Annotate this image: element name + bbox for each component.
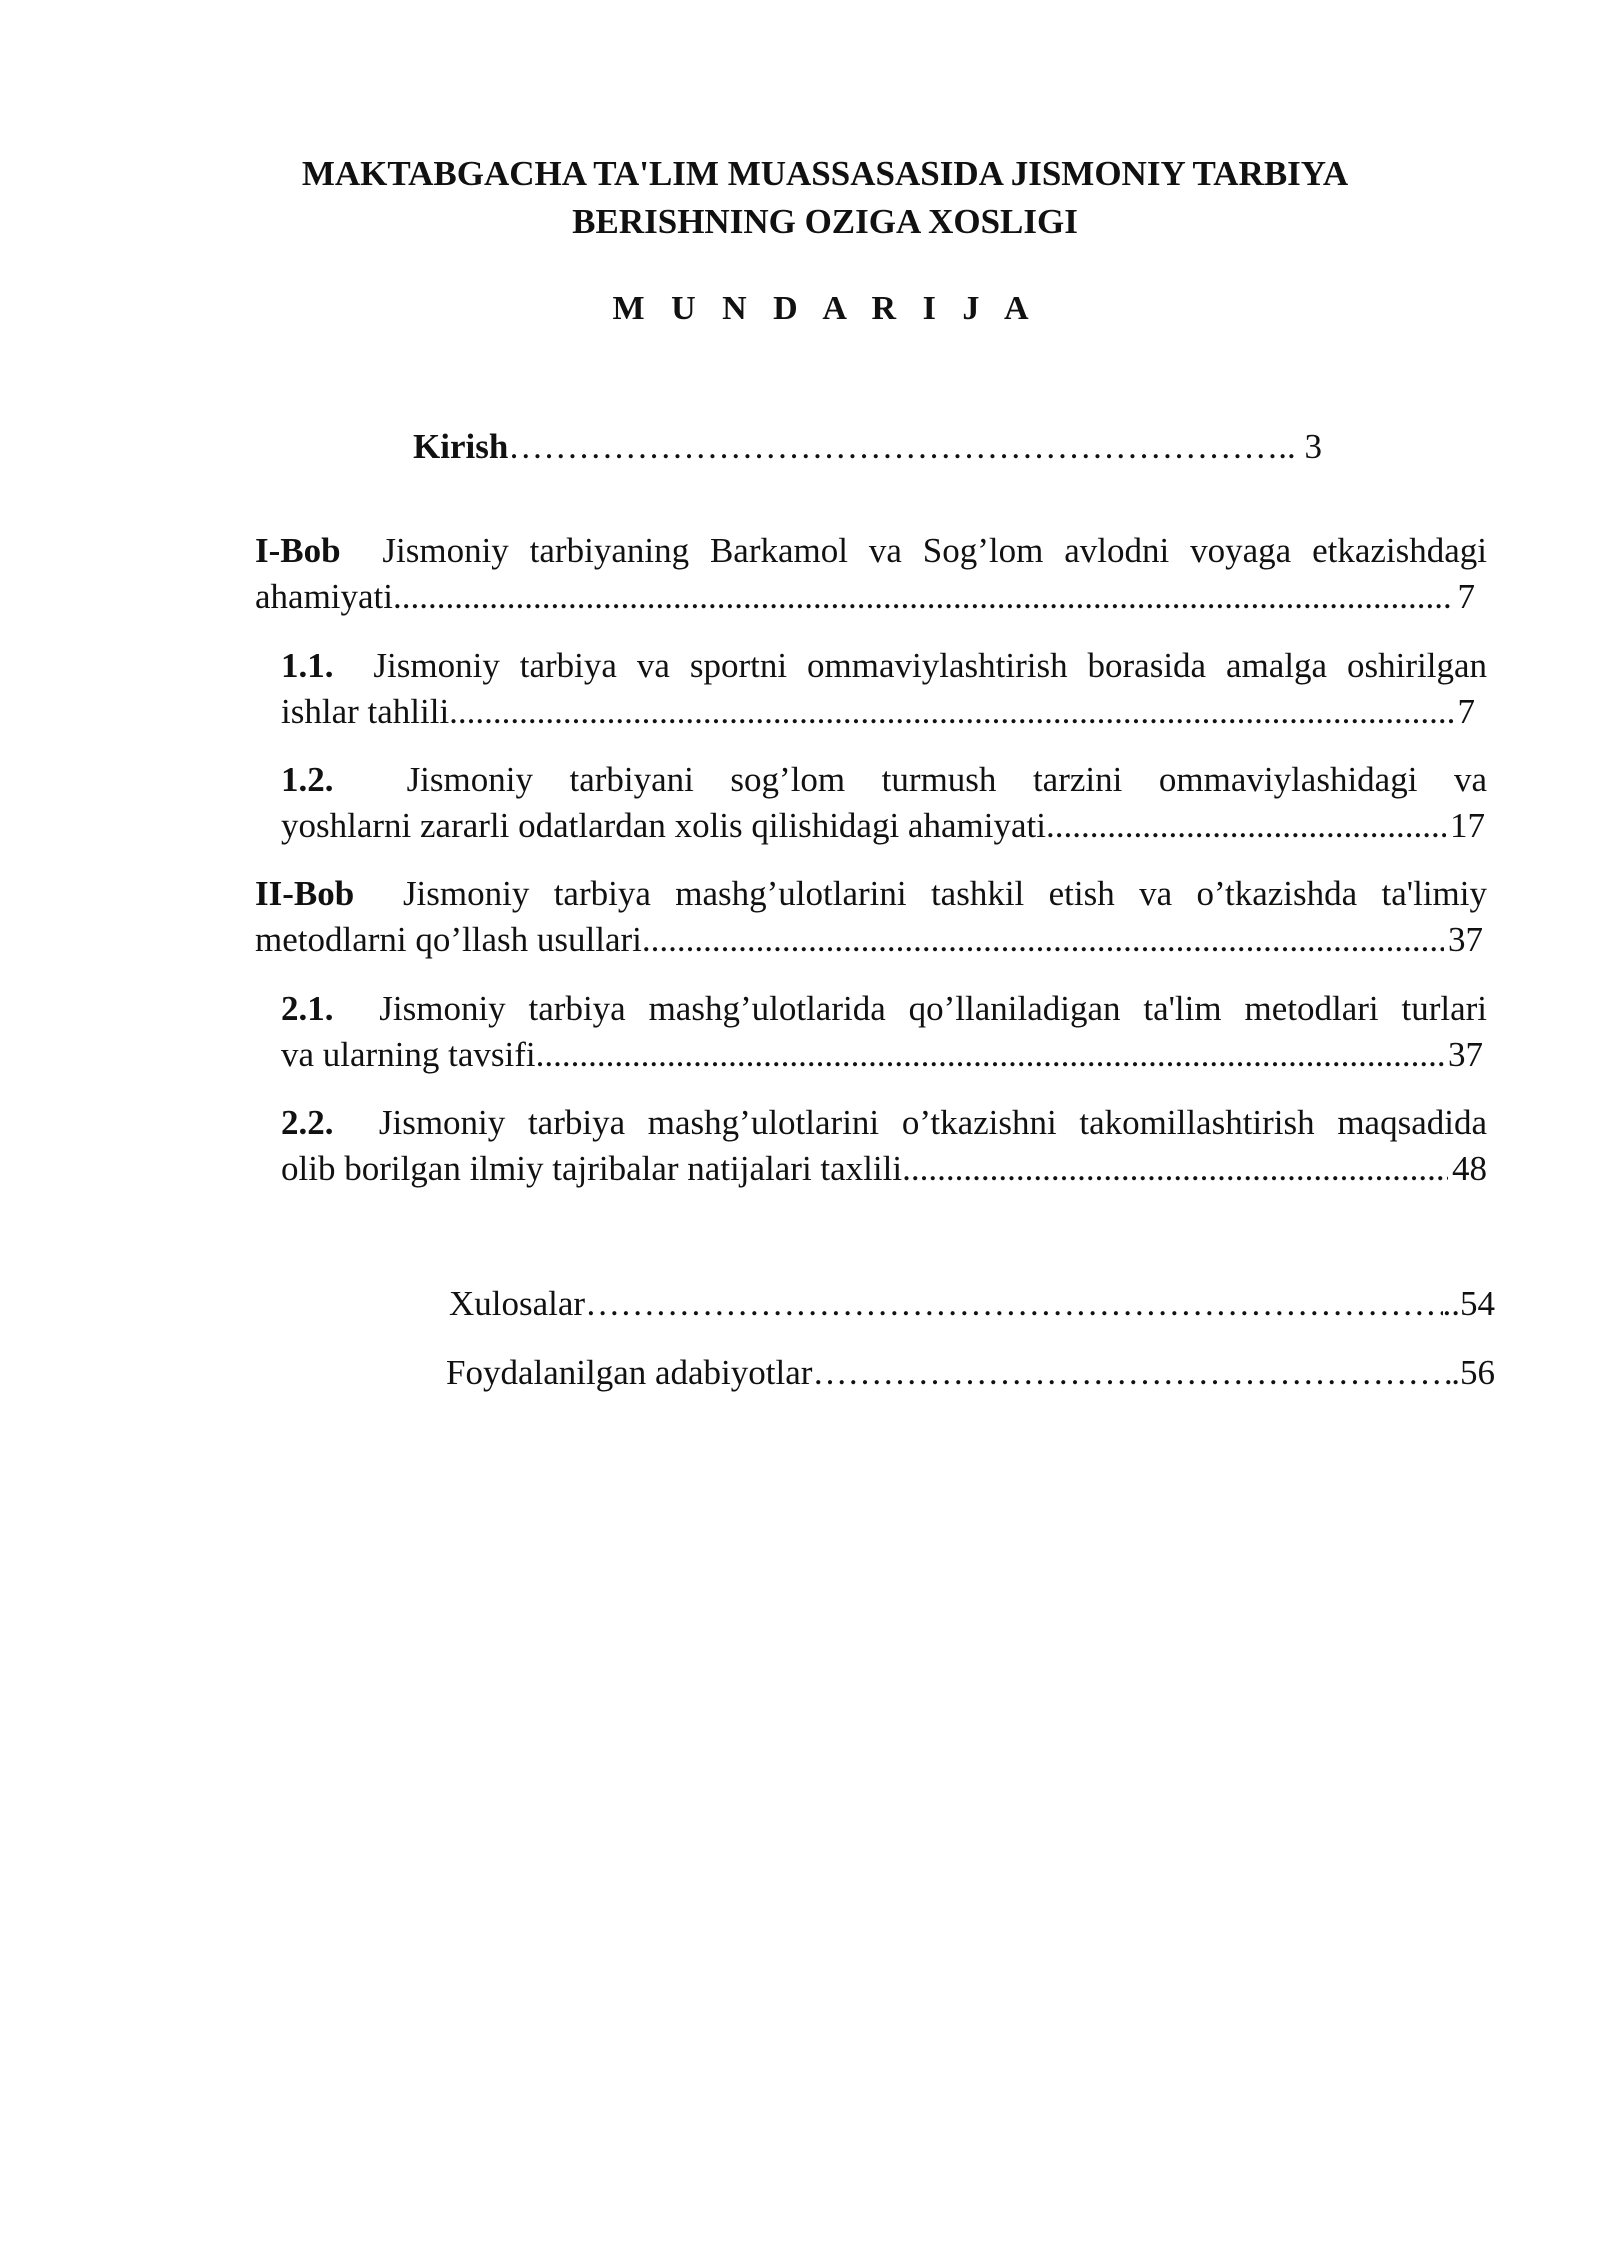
- toc-entry-kirish: [413, 424, 1322, 470]
- toc-entry-adabiyotlar: [446, 1353, 1495, 1393]
- toc-entry-title-cont: ishlar tahlili: [281, 692, 450, 731]
- toc-entry-page: 7: [1457, 692, 1475, 731]
- toc-entry-page: 37: [1448, 1035, 1483, 1074]
- toc-adabiyotlar-label: Foydalanilgan adabiyotlar: [446, 1353, 813, 1392]
- toc-entry-title-cont: va ularning tavsifi: [281, 1035, 536, 1074]
- toc-entry-title: Jismoniy tarbiya va sportni ommaviylashtirish borasida amalga oshirilgan: [373, 646, 1488, 685]
- toc-adabiyotlar-leader: [446, 1353, 1451, 1393]
- toc-entry-section-1-1: [281, 643, 1487, 735]
- toc-entry-line-2: [281, 1032, 1483, 1078]
- toc-entry-line-1: [281, 757, 1487, 803]
- toc-entry-leader: [281, 1146, 1448, 1192]
- toc-entry-title: Jismoniy tarbiya mashg’ulotlarida qo’llaniladigan ta'lim metodlari turlari: [379, 989, 1487, 1028]
- toc-entry-page: 17: [1450, 806, 1485, 845]
- toc-entry-prefix: II-Bob: [255, 874, 355, 913]
- toc-entry-leader: [255, 574, 1454, 620]
- toc-kirish-page: 3: [1295, 427, 1323, 466]
- toc-entry-line-1: [281, 986, 1487, 1032]
- toc-entry-title-cont: ahamiyati: [255, 577, 394, 616]
- toc-entry-line-1: [255, 528, 1487, 574]
- toc-entry-line-2: [255, 917, 1483, 963]
- toc-kirish-label: Kirish: [413, 427, 509, 466]
- toc-entry-chapter-1: [255, 528, 1487, 620]
- toc-adabiyotlar-page: .56: [1451, 1353, 1495, 1392]
- toc-kirish-leader: …………………………………………………………..: [508, 427, 1296, 466]
- toc-entry-title: Jismoniy tarbiyaning Barkamol va Sog’lom avlodni voyaga etkazishdagi: [382, 531, 1488, 570]
- toc-entry-line-1: [281, 1100, 1487, 1146]
- toc-entry-leader: [281, 1032, 1444, 1078]
- toc-entry-prefix: 2.1.: [281, 989, 334, 1028]
- toc-entry-prefix: I-Bob: [255, 531, 341, 570]
- toc-entry-prefix: 2.2.: [281, 1103, 334, 1142]
- toc-entry-section-2-2: [281, 1100, 1487, 1192]
- toc-entry-page: 37: [1448, 920, 1483, 959]
- toc-entry-title: Jismoniy tarbiyani sog’lom turmush tarzini ommaviylashidagi va: [406, 760, 1487, 799]
- toc-entry-page: 48: [1452, 1149, 1487, 1188]
- toc-entry-section-2-1: [281, 986, 1487, 1078]
- toc-xulosalar-page: ..54: [1442, 1284, 1495, 1323]
- toc-entry-xulosalar: [449, 1284, 1495, 1324]
- toc-entry-line-2: [281, 689, 1475, 735]
- toc-entry-leader: [255, 917, 1444, 963]
- toc-entry-line-1: [255, 871, 1487, 917]
- toc-entry-chapter-2: [255, 871, 1487, 963]
- toc-entry-title-cont: yoshlarni zararli odatlardan xolis qilishidagi ahamiyati: [281, 806, 1046, 845]
- toc-entry-prefix: 1.2.: [281, 760, 334, 799]
- document-title-line-2: BERISHNING OZIGA XOSLIGI: [572, 202, 1078, 241]
- toc-entry-title-cont: olib borilgan ilmiy tajribalar natijalari taxlili: [281, 1149, 903, 1188]
- toc-entry-section-1-2: [281, 757, 1487, 849]
- toc-entry-leader: [281, 803, 1446, 849]
- toc-xulosalar-leader: [449, 1284, 1443, 1324]
- toc-entry-title-cont: metodlarni qo’llash usullari: [255, 920, 642, 959]
- toc-entry-title: Jismoniy tarbiya mashg’ulotlarini o’tkazishni takomillashtirish maqsadida: [378, 1103, 1488, 1142]
- toc-entry-prefix: 1.1.: [281, 646, 334, 685]
- document-title-line-1: MAKTABGACHA TA'LIM MUASSASASIDA JISMONIY TARBIYA: [301, 154, 1349, 193]
- toc-entry-title: Jismoniy tarbiya mashg’ulotlarini tashkil etish va o’tkazishda ta'limiy: [402, 874, 1487, 913]
- toc-entry-line-2: [281, 803, 1485, 849]
- toc-entry-page: 7: [1457, 577, 1475, 616]
- toc-entry-line-1: [281, 643, 1487, 689]
- toc-entry-leader: [281, 689, 1454, 735]
- toc-entry-line-2: [255, 574, 1475, 620]
- toc-xulosalar-label: Xulosalar: [449, 1284, 586, 1323]
- contents-heading: M U N D A R I J A: [612, 290, 1038, 327]
- toc-entry-line-2: [281, 1146, 1487, 1192]
